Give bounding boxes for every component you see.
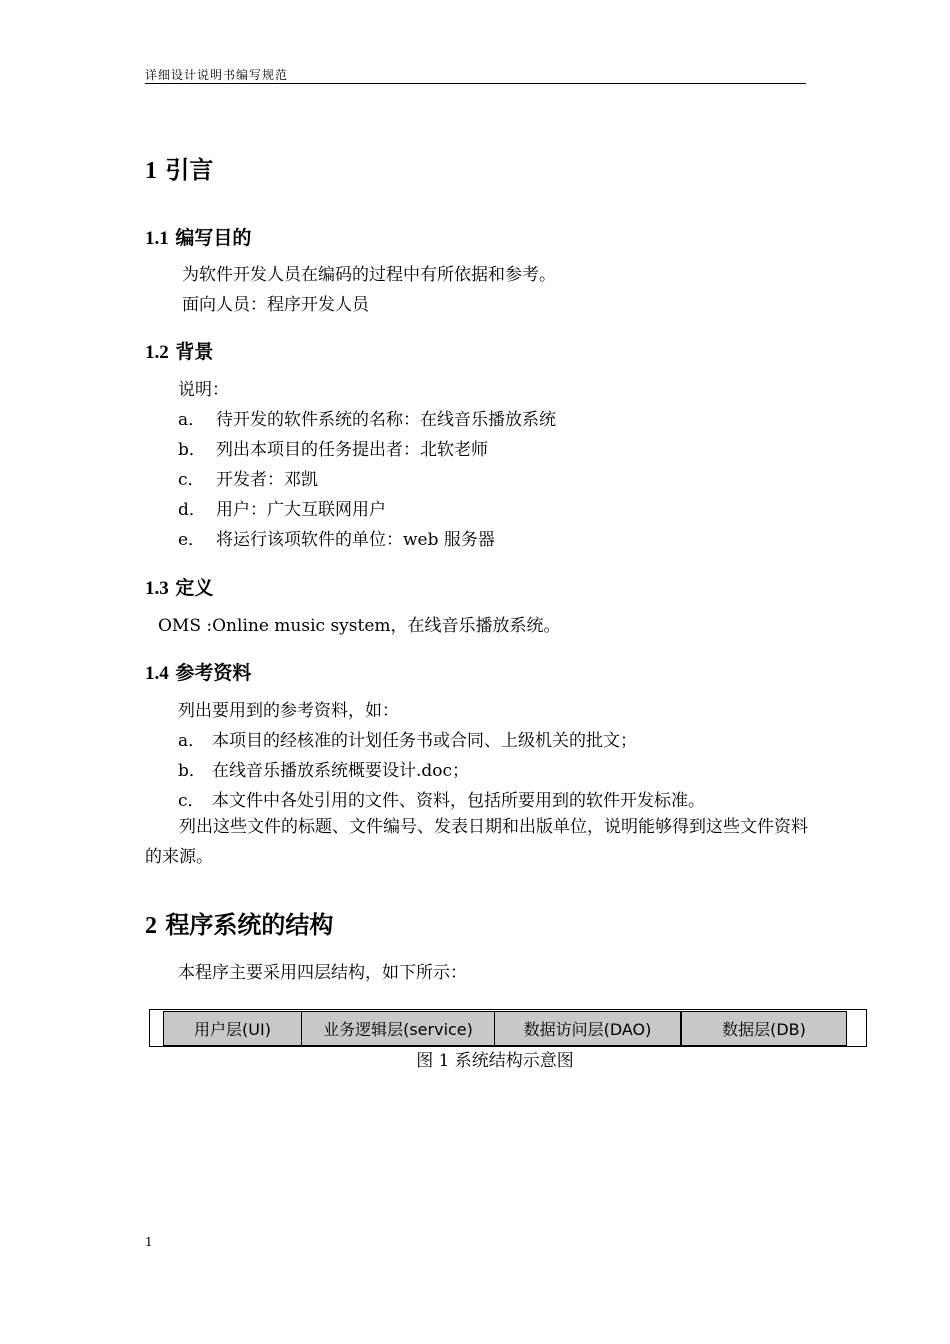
definition-text: OMS :Online music system，在线音乐播放系统。 xyxy=(158,616,561,636)
heading-number: 1 xyxy=(145,158,157,184)
list-text: 开发者：邓凯 xyxy=(216,470,318,490)
list-text: 在线音乐播放系统概要设计.doc； xyxy=(212,761,470,781)
heading-number: 1.2 xyxy=(145,342,169,363)
heading-text: 背景 xyxy=(175,341,214,363)
list-marker: d． xyxy=(178,500,206,520)
heading-number: 1.1 xyxy=(145,228,169,249)
heading-number: 1.3 xyxy=(145,578,169,599)
list-item xyxy=(178,726,637,751)
list-item xyxy=(178,465,318,490)
heading-text: 引言 xyxy=(165,156,214,184)
layer-db: 数据层(DB) xyxy=(681,1011,847,1046)
list-item xyxy=(178,435,488,460)
layer-dao: 数据访问层(DAO) xyxy=(494,1011,681,1046)
heading-text: 程序系统的结构 xyxy=(165,911,334,939)
list-text: 列出本项目的任务提出者：北软老师 xyxy=(216,440,488,460)
background-intro: 说明： xyxy=(178,380,229,400)
list-text: 待开发的软件系统的名称：在线音乐播放系统 xyxy=(216,410,556,430)
list-text: 将运行该项软件的单位：web 服务器 xyxy=(216,530,495,550)
list-marker: e． xyxy=(178,530,206,550)
references-intro: 列出要用到的参考资料，如： xyxy=(178,701,399,721)
figure-caption: 图 1 系统结构示意图 xyxy=(416,1051,574,1071)
heading-text: 定义 xyxy=(175,577,214,599)
list-text: 本文件中各处引用的文件、资料，包括所要用到的软件开发标准。 xyxy=(212,791,705,811)
list-item xyxy=(178,786,705,811)
list-marker: a． xyxy=(178,731,206,751)
page-number: 1 xyxy=(145,1235,153,1249)
structure-intro: 本程序主要采用四层结构，如下所示： xyxy=(178,963,467,983)
list-text: 用户：广大互联网用户 xyxy=(216,500,386,520)
heading-number: 2 xyxy=(145,913,157,939)
heading-section-2 xyxy=(145,905,333,940)
heading-section-1-2 xyxy=(145,337,213,364)
heading-section-1-3 xyxy=(145,573,213,600)
layer-service: 业务逻辑层(service) xyxy=(301,1011,495,1046)
purpose-line-1: 为软件开发人员在编码的过程中有所依据和参考。 xyxy=(182,265,556,285)
heading-text: 编写目的 xyxy=(175,227,252,249)
heading-number: 1.4 xyxy=(145,663,169,684)
layer-ui: 用户层(UI) xyxy=(163,1011,302,1046)
list-marker: b． xyxy=(178,440,206,460)
heading-section-1-4 xyxy=(145,658,251,685)
list-marker: c． xyxy=(178,470,205,490)
purpose-line-2: 面向人员：程序开发人员 xyxy=(182,295,369,315)
header-divider xyxy=(145,83,806,84)
list-item xyxy=(178,405,556,430)
list-item xyxy=(178,495,386,520)
list-marker: a． xyxy=(178,410,206,430)
page-header-title: 详细设计说明书编写规范 xyxy=(145,68,289,82)
list-item xyxy=(178,756,469,781)
list-marker: b． xyxy=(178,761,206,781)
heading-text: 参考资料 xyxy=(175,662,252,684)
list-text: 本项目的经核准的计划任务书或合同、上级机关的批文； xyxy=(212,731,637,751)
references-closing: 列出这些文件的标题、文件编号、发表日期和出版单位，说明能够得到这些文件资料的来源。 xyxy=(145,817,808,867)
list-item xyxy=(178,525,495,550)
list-marker: c． xyxy=(178,791,205,811)
heading-section-1 xyxy=(145,150,213,185)
heading-section-1-1 xyxy=(145,223,251,250)
